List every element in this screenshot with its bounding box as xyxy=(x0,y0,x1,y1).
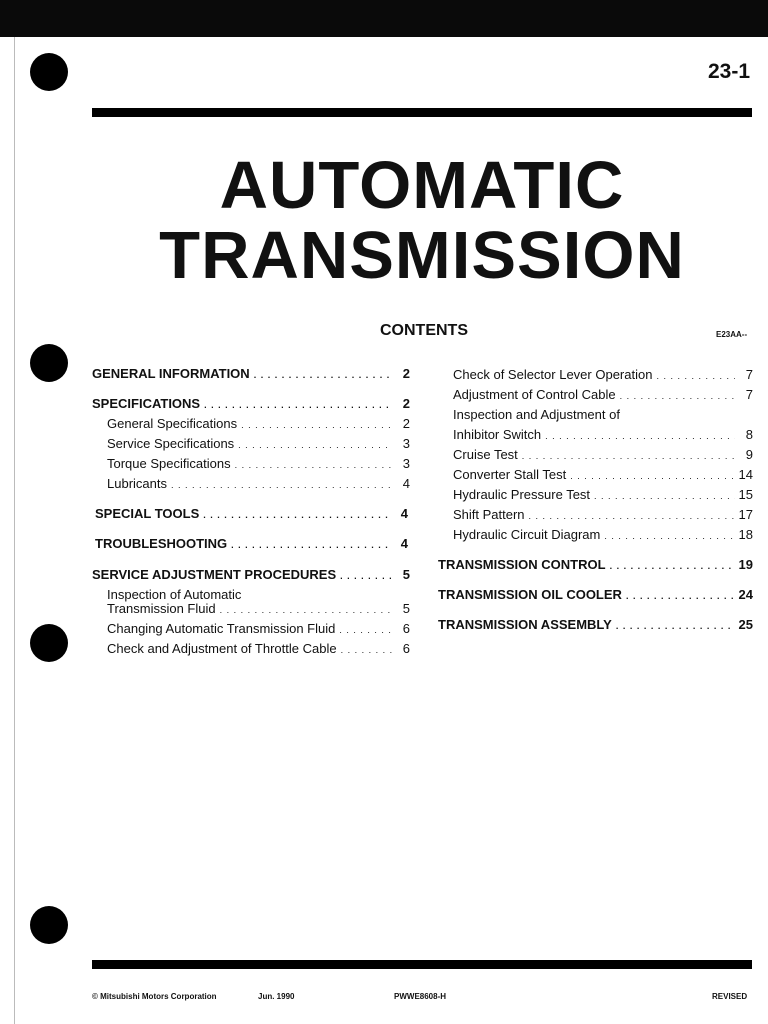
toc-entry-hydraulic-circuit-diagram[interactable]: Hydraulic Circuit Diagram . . . 18 xyxy=(453,527,753,542)
footer-copyright: © Mitsubishi Motors Corporation xyxy=(92,992,217,1001)
toc-entry-cruise-test[interactable]: Cruise Test . . . 9 xyxy=(453,447,753,462)
binder-hole-icon xyxy=(30,624,68,662)
toc-entry-general-information[interactable]: GENERAL INFORMATION . . . 2 xyxy=(92,366,410,381)
toc-entry-transmission-oil-cooler[interactable]: TRANSMISSION OIL COOLER . . . 24 xyxy=(438,587,753,602)
document-code: E23AA-- xyxy=(716,330,748,339)
toc-entry-lubricants[interactable]: Lubricants . . . 4 xyxy=(107,476,410,491)
toc-entry-torque-specifications[interactable]: Torque Specifications . . . 3 xyxy=(107,456,410,471)
toc-entry-converter-stall-test[interactable]: Converter Stall Test . . . 14 xyxy=(453,467,753,482)
footer-rule xyxy=(92,960,752,969)
toc-entry-service-specifications[interactable]: Service Specifications . . . 3 xyxy=(107,436,410,451)
toc-entry-transmission-fluid[interactable]: Transmission Fluid . . . 5 xyxy=(107,601,410,616)
contents-heading: CONTENTS xyxy=(380,322,468,339)
binder-hole-icon xyxy=(30,53,68,91)
toc-entry-inhibitor-switch[interactable]: Inhibitor Switch . . . 8 xyxy=(453,427,753,442)
left-scan-edge xyxy=(0,37,15,1024)
page-title-line-2: TRANSMISSION xyxy=(159,218,685,293)
toc-entry-throttle-cable[interactable]: Check and Adjustment of Throttle Cable . . . 6 xyxy=(107,641,410,656)
binder-hole-icon xyxy=(30,344,68,382)
toc-entry-special-tools[interactable]: SPECIAL TOOLS . . . 4 xyxy=(95,506,408,521)
footer-status: REVISED xyxy=(712,992,748,1001)
toc-entry-shift-pattern[interactable]: Shift Pattern . . . 17 xyxy=(453,507,753,522)
header-rule xyxy=(92,108,752,117)
toc-entry-service-adjustment-procedures[interactable]: SERVICE ADJUSTMENT PROCEDURES . . . 5 xyxy=(92,567,410,582)
toc-entry-inspection-of-automatic[interactable]: Inspection of Automatic xyxy=(107,587,242,602)
binder-hole-icon xyxy=(30,906,68,944)
toc-entry-transmission-assembly[interactable]: TRANSMISSION ASSEMBLY . . . 25 xyxy=(438,617,753,632)
toc-entry-inspection-adjustment[interactable]: Inspection and Adjustment of xyxy=(453,407,620,422)
toc-entry-transmission-control[interactable]: TRANSMISSION CONTROL . . . 19 xyxy=(438,557,753,572)
toc-entry-changing-fluid[interactable]: Changing Automatic Transmission Fluid . . . 6 xyxy=(107,621,410,636)
footer-date: Jun. 1990 xyxy=(258,992,295,1001)
toc-entry-control-cable[interactable]: Adjustment of Control Cable . . . 7 xyxy=(453,387,753,402)
toc-entry-troubleshooting[interactable]: TROUBLESHOOTING . . . 4 xyxy=(95,536,408,551)
page-number: 23-1 xyxy=(707,60,750,83)
page-title-line-1: AUTOMATIC xyxy=(219,148,625,223)
footer-code: PWWE8608-H xyxy=(394,992,447,1001)
top-scan-border xyxy=(0,0,768,37)
toc-entry-hydraulic-pressure-test[interactable]: Hydraulic Pressure Test . . . 15 xyxy=(453,487,753,502)
toc-entry-selector-lever[interactable]: Check of Selector Lever Operation . . . 7 xyxy=(453,367,753,382)
toc-entry-general-specifications[interactable]: General Specifications . . . 2 xyxy=(107,416,410,431)
toc-entry-specifications[interactable]: SPECIFICATIONS . . . 2 xyxy=(92,396,410,411)
